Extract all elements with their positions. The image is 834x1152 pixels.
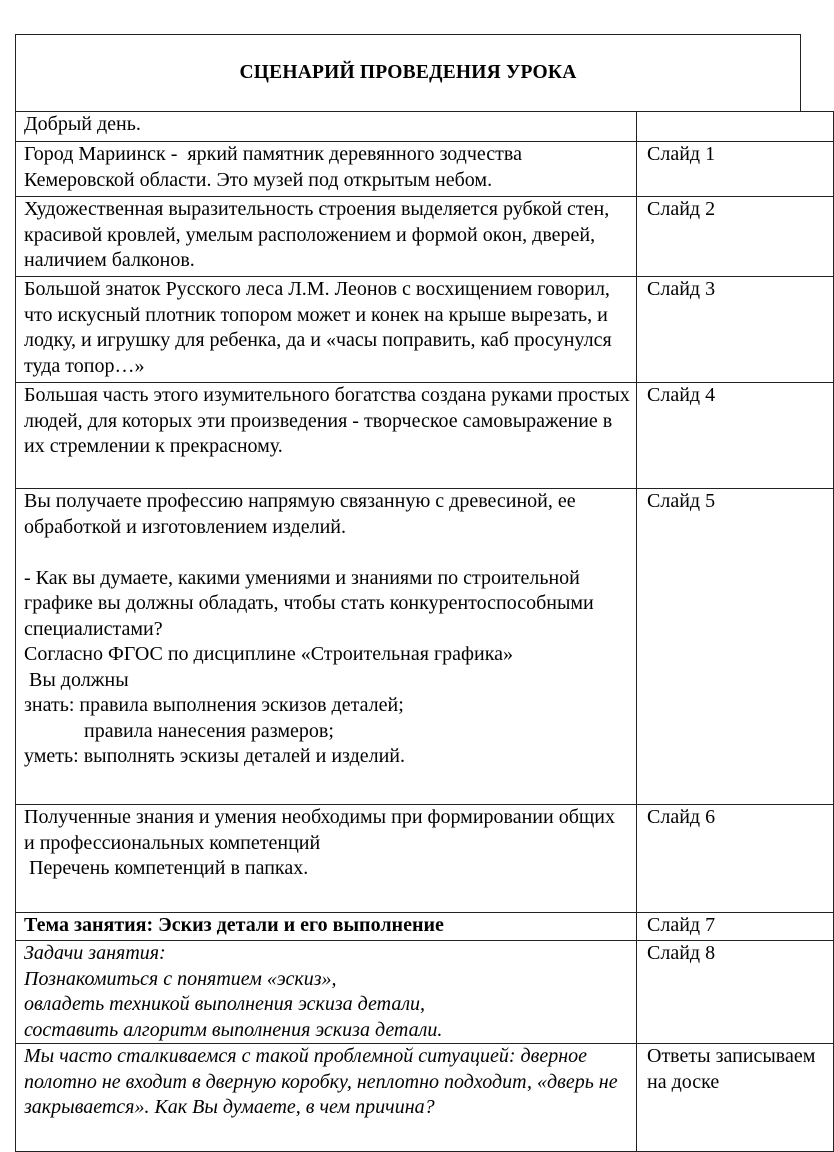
table-row (16, 112, 834, 142)
lesson-objectives: Задачи занятия: Познакомиться с понятием «эскиз», овладеть техникой выполнения эскиза детали, составить алгоритм выполнения эскиза детали. (16, 941, 637, 1044)
lesson-topic: Тема занятия: Эскиз детали и его выполнение (16, 913, 637, 941)
table-row (16, 941, 834, 1044)
table-row (16, 805, 834, 913)
row-slide: Слайд 3 (637, 277, 834, 383)
row-text: Большой знаток Русского леса Л.М. Леонов с восхищением говорил, что искусный плотник топором может и конек на крыше вырезать, и лодку, и игрушку для ребенка, да и «часы поправить, каб просунулся туда топор…» (16, 277, 637, 383)
table-row (16, 277, 834, 383)
row-text: Добрый день. (16, 112, 637, 142)
table-row (16, 197, 834, 277)
row-slide (637, 112, 834, 142)
table-row (16, 1044, 834, 1152)
row-text: Город Мариинск - яркий памятник деревянного зодчества Кемеровской области. Это музей под открытым небом. (16, 142, 637, 197)
row-slide: Слайд 8 (637, 941, 834, 1044)
lesson-script-table (15, 111, 834, 1152)
row-text: Большая часть этого изумительного богатства создана руками простых людей, для которых эти произведения - творческое самовыражение в их стремлении к прекрасному. (16, 383, 637, 489)
page-title: СЦЕНАРИЙ ПРОВЕДЕНИЯ УРОКА (239, 62, 577, 83)
problem-situation: Мы часто сталкиваемся с такой проблемной ситуацией: дверное полотно не входит в дверную коробку, неплотно подходит, «дверь не закрывается». Как Вы думаете, в чем причина? (16, 1044, 637, 1152)
table-row (16, 913, 834, 941)
row-slide: Слайд 6 (637, 805, 834, 913)
table-row (16, 142, 834, 197)
row-slide: Слайд 2 (637, 197, 834, 277)
title-cell (15, 34, 801, 112)
table-row (16, 383, 834, 489)
table-row (16, 489, 834, 805)
row-slide: Слайд 1 (637, 142, 834, 197)
row-text: Полученные знания и умения необходимы при формировании общих и профессиональных компетенций Перечень компетенций в папках. (16, 805, 637, 913)
row-slide: Слайд 7 (637, 913, 834, 941)
row-slide: Слайд 5 (637, 489, 834, 805)
row-slide: Ответы записываем на доске (637, 1044, 834, 1152)
row-text: Художественная выразительность строения выделяется рубкой стен, красивой кровлей, умелым расположением и формой окон, дверей, наличием балконов. (16, 197, 637, 277)
row-text: Вы получаете профессию напрямую связанную с древесиной, ее обработкой и изготовлением изделий. - Как вы думаете, какими умениями и знаниями по строительной графике вы должны обладать, чтобы стать конкурентоспособными специалистами? Согласно ФГОС по дисциплине «Строительная графика» Вы должны знать: правила выполнения эскизов деталей; правила нанесения размеров; уметь: выполнять эскизы деталей и изделий. (16, 489, 637, 805)
row-slide: Слайд 4 (637, 383, 834, 489)
